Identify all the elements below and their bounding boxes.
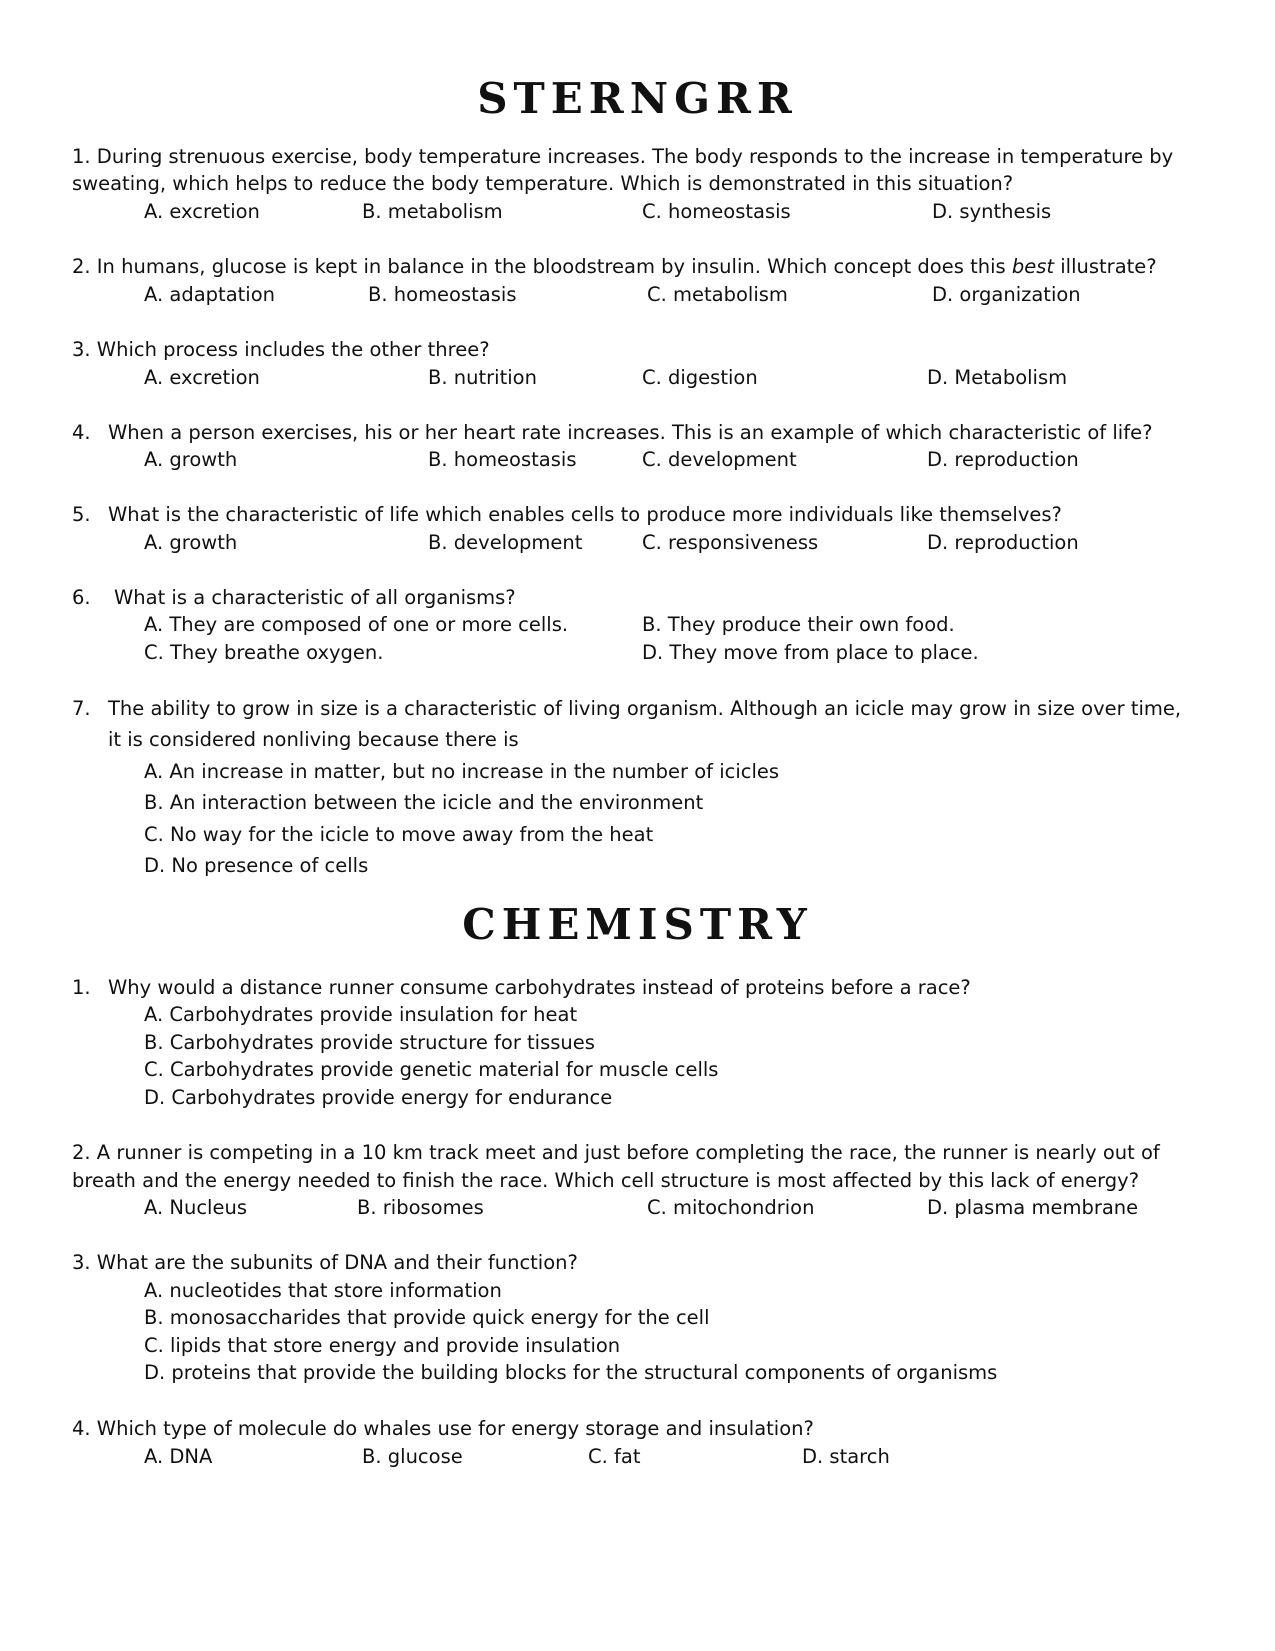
q6-choice-c: C. They breathe oxygen. xyxy=(144,641,384,664)
chem-question-3-text: 3. What are the subunits of DNA and their function? xyxy=(72,1251,578,1274)
chem-q2-choice-c: C. mitochondrion xyxy=(647,1196,815,1219)
q7-choice-a: A. An increase in matter, but no increase in the number of icicles xyxy=(144,760,780,783)
q7-choice-c: C. No way for the icicle to move away from the heat xyxy=(144,823,654,846)
q1-choice-c: C. homeostasis xyxy=(642,200,791,223)
question-6-text: What is a characteristic of all organisms? xyxy=(114,586,516,609)
chem-q1-choice-b: B. Carbohydrates provide structure for tissues xyxy=(144,1031,595,1054)
question-3-text: 3. Which process includes the other three? xyxy=(72,338,490,361)
q7-choice-d: D. No presence of cells xyxy=(144,854,369,877)
chem-question-2-line-1: 2. A runner is competing in a 10 km track meet and just before completing the race, the runner is nearly out of xyxy=(72,1141,1160,1164)
chem-q4-choice-a: A. DNA xyxy=(144,1445,213,1468)
question-7-number: 7. xyxy=(72,697,91,720)
chem-question-4-text: 4. Which type of molecule do whales use for energy storage and insulation? xyxy=(72,1417,814,1440)
q4-choice-a: A. growth xyxy=(144,448,238,471)
question-5-number: 5. xyxy=(72,503,91,526)
question-1-line-1: 1. During strenuous exercise, body temperature increases. The body responds to the increase in temperature by xyxy=(72,145,1174,168)
q1-choice-d: D. synthesis xyxy=(932,200,1052,223)
chem-question-2-line-2: breath and the energy needed to finish the race. Which cell structure is most affected by this lack of energy? xyxy=(72,1169,1140,1192)
q1-choice-b: B. metabolism xyxy=(362,200,503,223)
q3-choice-b: B. nutrition xyxy=(428,366,537,389)
chem-q1-choice-c: C. Carbohydrates provide genetic material for muscle cells xyxy=(144,1058,719,1081)
q5-choice-c: C. responsiveness xyxy=(642,531,819,554)
section-title-sterngrr: STERNGRR xyxy=(477,74,798,123)
q6-choice-a: A. They are composed of one or more cells. xyxy=(144,613,569,636)
q3-choice-c: C. digestion xyxy=(642,366,758,389)
chem-q2-choice-b: B. ribosomes xyxy=(357,1196,484,1219)
question-7-line-1: The ability to grow in size is a characteristic of living organism. Although an icicle may grow in size over time, xyxy=(108,697,1182,720)
section-title-chemistry: CHEMISTRY xyxy=(462,900,813,949)
chem-q3-choice-a: A. nucleotides that store information xyxy=(144,1279,502,1302)
chem-q2-choice-d: D. plasma membrane xyxy=(927,1196,1139,1219)
q3-choice-d: D. Metabolism xyxy=(927,366,1068,389)
chem-q2-choice-a: A. Nucleus xyxy=(144,1196,247,1219)
question-6-number: 6. xyxy=(72,586,91,609)
question-2-text: 2. In humans, glucose is kept in balance in the bloodstream by insulin. Which concept does this best illustrate? xyxy=(72,255,1157,278)
question-5-text: What is the characteristic of life which enables cells to produce more individuals like themselves? xyxy=(108,503,1062,526)
question-4-number: 4. xyxy=(72,421,91,444)
question-4-text: When a person exercises, his or her heart rate increases. This is an example of which characteristic of life? xyxy=(108,421,1153,444)
q5-choice-b: B. development xyxy=(428,531,583,554)
chem-q4-choice-c: C. fat xyxy=(588,1445,641,1468)
chem-q3-choice-b: B. monosaccharides that provide quick energy for the cell xyxy=(144,1306,710,1329)
q4-choice-d: D. reproduction xyxy=(927,448,1079,471)
chem-q1-choice-d: D. Carbohydrates provide energy for endurance xyxy=(144,1086,613,1109)
q2-choice-b: B. homeostasis xyxy=(368,283,517,306)
chem-q1-choice-a: A. Carbohydrates provide insulation for heat xyxy=(144,1003,578,1026)
chem-q3-choice-d: D. proteins that provide the building blocks for the structural components of organisms xyxy=(144,1361,998,1384)
q6-choice-d: D. They move from place to place. xyxy=(642,641,979,664)
q5-choice-d: D. reproduction xyxy=(927,531,1079,554)
q5-choice-a: A. growth xyxy=(144,531,238,554)
chem-question-1-text: Why would a distance runner consume carbohydrates instead of proteins before a race? xyxy=(108,976,971,999)
chem-q3-choice-c: C. lipids that store energy and provide insulation xyxy=(144,1334,621,1357)
question-2-emphasis: best xyxy=(1011,255,1055,278)
chem-q4-choice-d: D. starch xyxy=(802,1445,890,1468)
chem-q4-choice-b: B. glucose xyxy=(362,1445,463,1468)
question-1-line-2: sweating, which helps to reduce the body temperature. Which is demonstrated in this situation? xyxy=(72,172,1014,195)
question-7-line-2: it is considered nonliving because there is xyxy=(108,728,519,751)
q2-choice-d: D. organization xyxy=(932,283,1081,306)
q1-choice-a: A. excretion xyxy=(144,200,260,223)
chem-question-1-number: 1. xyxy=(72,976,91,999)
q2-choice-c: C. metabolism xyxy=(647,283,788,306)
q3-choice-a: A. excretion xyxy=(144,366,260,389)
q4-choice-b: B. homeostasis xyxy=(428,448,577,471)
q7-choice-b: B. An interaction between the icicle and the environment xyxy=(144,791,704,814)
q4-choice-c: C. development xyxy=(642,448,797,471)
q2-choice-a: A. adaptation xyxy=(144,283,275,306)
q6-choice-b: B. They produce their own food. xyxy=(642,613,955,636)
